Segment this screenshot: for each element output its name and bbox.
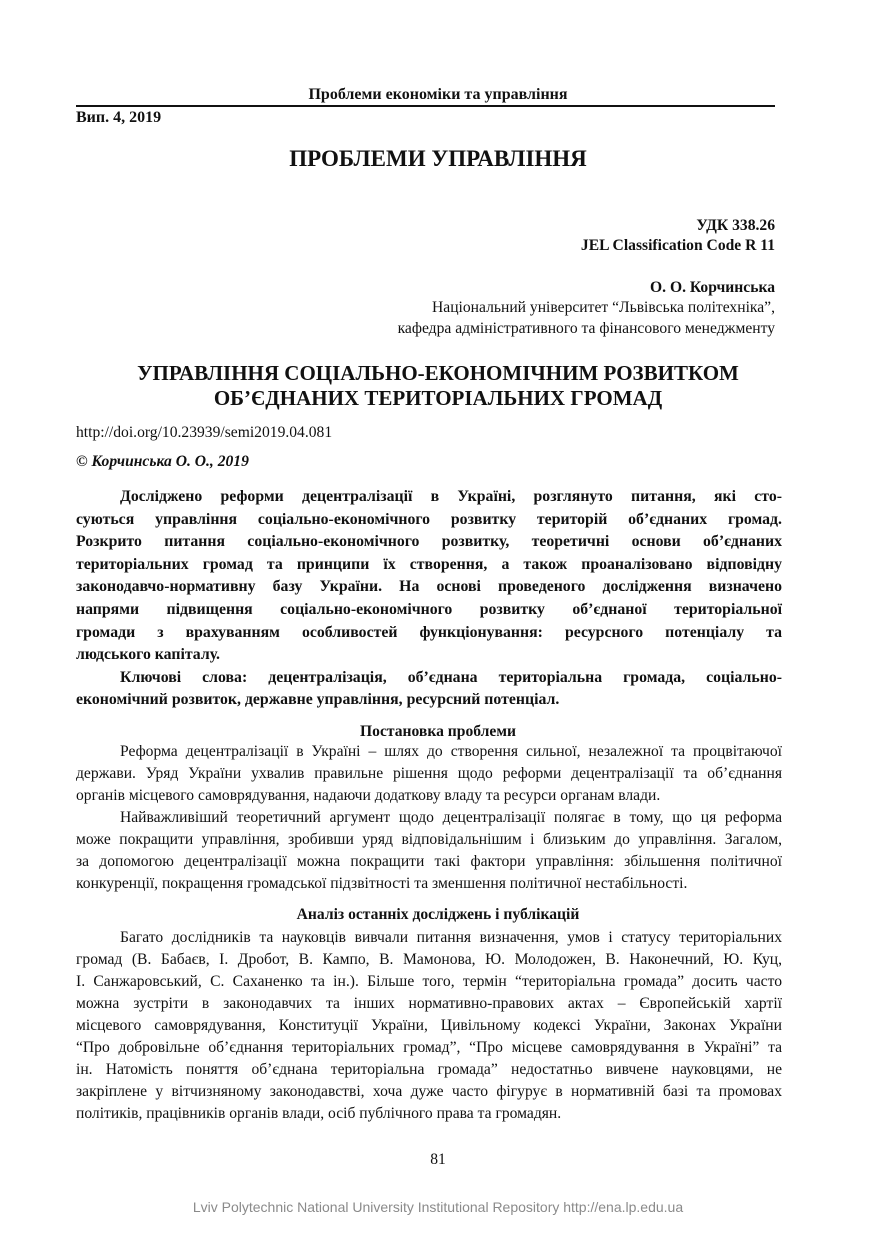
udk-code: УДК 338.26 xyxy=(696,217,775,234)
abstract-line: напрями підвищення соціально-економічного розвитку об’єднаної територіальної xyxy=(76,600,782,618)
section-heading: Аналіз останніх досліджень і публікацій xyxy=(296,906,580,923)
keywords-label: Ключові слова: xyxy=(120,668,248,686)
abstract-line: громади з врахуванням особливостей функціонування: ресурсного потенціалу та xyxy=(76,623,782,641)
article-title-line-1: УПРАВЛІННЯ СОЦІАЛЬНО-ЕКОНОМІЧНИМ РОЗВИТКОМ xyxy=(137,361,739,385)
body-line: громад (В. Бабаєв, І. Дробот, В. Кампо, В. Мамонова, Ю. Молодожен, В. Наконечний, Ю. Куц, xyxy=(76,951,782,968)
issue-label: Вип. 4, 2019 xyxy=(76,109,162,126)
keywords-text: децентралізація, об’єднана територіальна громада, соціально- xyxy=(268,668,783,686)
body-line: органів місцевого самоврядування, надаючи додаткову владу та ресурси органам влади. xyxy=(76,787,661,804)
body-line: політиків, працівників органів влади, осіб публічного права та громадян. xyxy=(76,1105,562,1122)
author-affiliation: Національний університет “Львівська політехніка”, xyxy=(432,299,775,316)
section-title: ПРОБЛЕМИ УПРАВЛІННЯ xyxy=(289,146,587,171)
body-line: місцевого самоврядування, Конституції України, Цивільному кодексі України, Законах України xyxy=(76,1017,782,1034)
abstract-line: територіальних громад та принципи їх створення, а також проаналізовано відповідну xyxy=(76,555,782,573)
doi-link[interactable]: http://doi.org/10.23939/semi2019.04.081 xyxy=(76,424,333,441)
body-line: за допомогою децентралізації можна покращити такі фактори управління: збільшення політичної xyxy=(76,853,782,870)
abstract-line: людського капіталу. xyxy=(76,646,220,664)
abstract xyxy=(76,486,782,712)
jel-code: JEL Classification Code R 11 xyxy=(580,237,775,254)
body-line: І. Санжаровський, С. Саханенко та ін.). Більше того, термін “територіальна громада” досить часто xyxy=(76,973,782,990)
journal-header: Проблеми економіки та управління xyxy=(308,86,568,103)
abstract-line: суються управління соціально-економічного розвитку територій об’єднаних громад. xyxy=(76,510,782,528)
page-number: 81 xyxy=(430,1151,446,1168)
body-line: “Про добровільне об’єднання територіальних громад”, “Про місцеве самоврядування в Україні” та xyxy=(76,1039,782,1056)
header-rule xyxy=(76,105,775,107)
body-line: Найважливіший теоретичний аргумент щодо децентралізації полягає в тому, що ця реформа xyxy=(120,809,782,826)
body-line: держави. Уряд України ухвалив правильне рішення щодо реформи децентралізації та об’єднання xyxy=(76,765,782,782)
keywords-line: економічний розвиток, державне управління, ресурсний потенціал. xyxy=(76,691,560,709)
abstract-line: Розкрито питання соціально-економічного розвитку, теоретичні основи об’єднаних xyxy=(76,533,782,551)
abstract-line: Досліджено реформи децентралізації в Україні, розглянуто питання, які сто- xyxy=(120,488,782,505)
section-body xyxy=(76,741,782,895)
abstract-line: законодавчо-нормативну базу України. На основі проведеного дослідження визначено xyxy=(76,578,782,596)
author-name: О. О. Корчинська xyxy=(650,279,775,296)
body-line: можна зустріти в законодавчих та інших нормативно-правових актах – Європейській хартії xyxy=(76,995,782,1012)
body-line: конкуренції, покращення громадської підзвітності та зменшення політичної нестабільності. xyxy=(76,875,688,892)
body-line: може покращити управління, зробивши уряд відповідальнішим і близьким до управління. Загалом, xyxy=(76,831,782,848)
article-title-line-2: ОБ’ЄДНАНИХ ТЕРИТОРІАЛЬНИХ ГРОМАД xyxy=(213,386,663,410)
repository-footer: Lviv Polytechnic National University Institutional Repository http://ena.lp.edu.ua xyxy=(192,1199,684,1215)
body-line: закріплене у вітчизняному законодавстві, хоча дуже часто фігурує в нормативній базі та промовах xyxy=(76,1083,782,1100)
copyright: © Корчинська О. О., 2019 xyxy=(76,453,249,470)
body-line: Багато дослідників та науковців вивчали питання визначення, умов і статусу територіальних xyxy=(120,929,782,946)
section-heading: Постановка проблеми xyxy=(360,723,516,740)
section-body xyxy=(76,927,782,1125)
body-line: ін. Натомість поняття об’єднана територіальна громада” недостатньо вивчене науковцями, не xyxy=(76,1061,782,1078)
keywords-line xyxy=(76,667,782,690)
body-line: Реформа децентралізації в Україні – шлях до створення сильної, незалежної та процвітаючої xyxy=(120,743,782,760)
author-department: кафедра адміністративного та фінансового менеджменту xyxy=(397,320,775,337)
